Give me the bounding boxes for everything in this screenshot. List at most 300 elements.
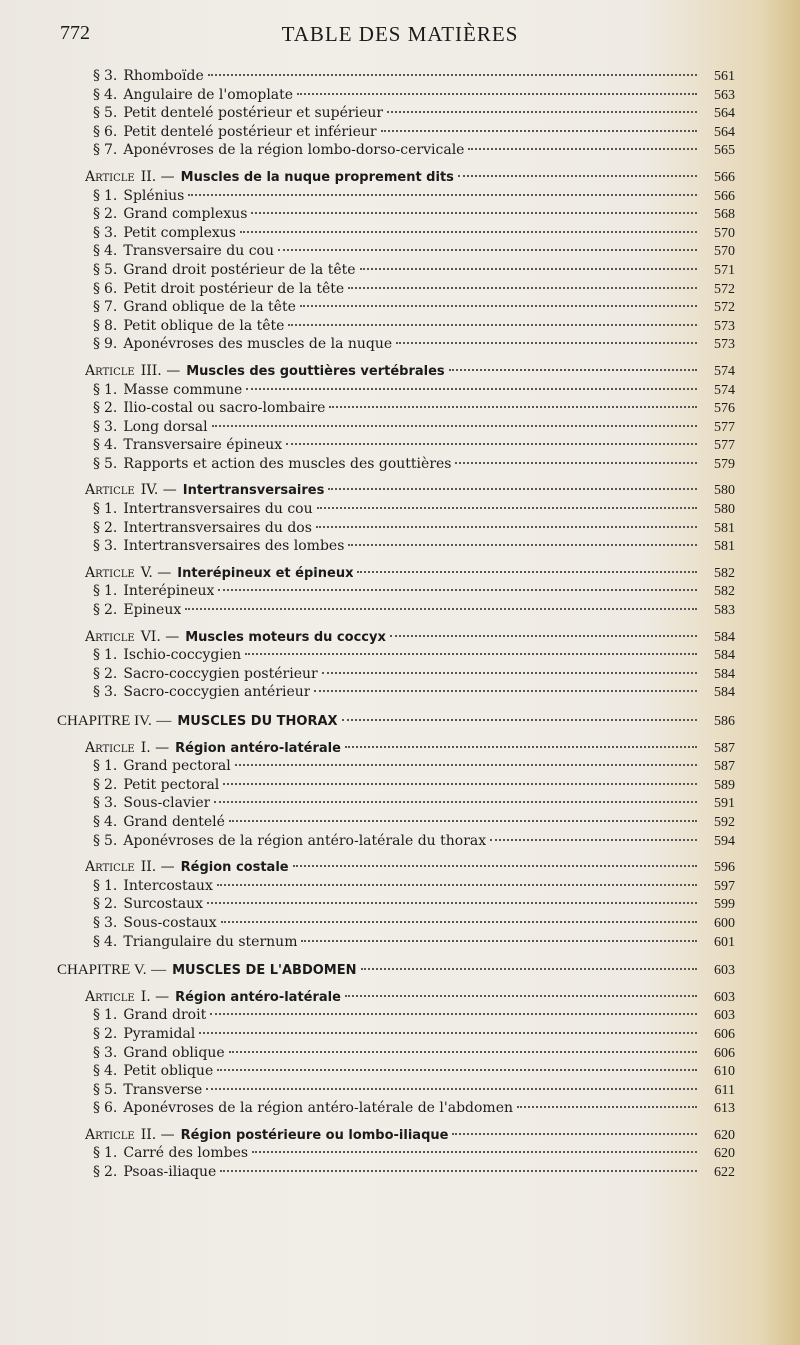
entry-label — [93, 381, 242, 399]
page-ref: 561 — [714, 69, 735, 84]
dot-leader — [245, 653, 697, 655]
article-number: II. — [140, 1126, 157, 1143]
article-number: I. — [140, 988, 151, 1005]
dot-leader — [328, 488, 697, 490]
page-number: 772 — [60, 22, 90, 44]
dot-leader — [286, 443, 697, 445]
section-number: 7. — [104, 142, 118, 159]
article-number: II. — [140, 168, 157, 185]
page-ref: 601 — [714, 934, 735, 950]
section-number: 7. — [104, 299, 118, 316]
section-title: Rhomboïde — [123, 68, 204, 84]
entry-label — [57, 961, 357, 980]
toc-section-entry — [55, 280, 735, 299]
section-symbol: § — [93, 418, 100, 435]
section-number: 5. — [104, 455, 118, 472]
section-title: Ischio-coccygien — [123, 647, 242, 664]
dot-leader — [217, 884, 697, 886]
dot-leader — [449, 369, 697, 371]
section-symbol: § — [93, 142, 100, 159]
toc-section-entry — [55, 317, 735, 336]
entry-label — [93, 665, 318, 683]
dot-leader — [235, 764, 697, 766]
entry-label — [93, 280, 344, 298]
section-number: 9. — [104, 336, 118, 353]
section-symbol: § — [93, 832, 100, 849]
toc-chapter-entry — [55, 961, 735, 980]
entry-label — [85, 1126, 448, 1145]
page-ref: 606 — [714, 1045, 735, 1061]
section-title: Grand dentelé — [123, 813, 225, 830]
section-number: 1. — [104, 758, 118, 775]
entry-label — [93, 877, 213, 895]
chapter-label: CHAPITRE V. — [57, 962, 147, 979]
article-dash: — — [162, 482, 177, 499]
toc-section-entry — [55, 418, 735, 437]
entry-label — [93, 436, 282, 454]
section-number: 5. — [104, 1081, 118, 1098]
section-number: 4. — [104, 813, 118, 830]
dot-leader — [300, 305, 697, 307]
toc-section-entry — [55, 832, 735, 851]
dot-leader — [212, 425, 697, 427]
page-ref: 611 — [714, 1082, 735, 1098]
section-symbol: § — [93, 105, 100, 122]
section-title: Psoas-iliaque — [123, 1164, 217, 1181]
section-number: 4. — [104, 86, 118, 103]
section-number: 2. — [104, 206, 118, 223]
section-title: Surcostaux — [123, 896, 203, 913]
page-ref: 584 — [714, 629, 735, 645]
toc-section-entry — [55, 1144, 735, 1163]
toc-section-entry — [55, 776, 735, 795]
page-ref: 573 — [714, 337, 735, 353]
section-symbol: § — [93, 1081, 100, 1098]
dot-leader — [396, 342, 697, 344]
dot-leader — [345, 995, 697, 997]
chapter-dash: — — [156, 713, 172, 729]
entry-label — [93, 582, 214, 600]
section-title: Sacro-coccygien postérieur — [123, 665, 318, 682]
dot-leader — [360, 268, 697, 270]
section-number: 5. — [104, 105, 118, 122]
page-ref: 581 — [714, 539, 735, 555]
toc-section-entry — [55, 141, 735, 160]
article-title: Région costale — [180, 860, 289, 876]
dot-leader — [293, 865, 697, 867]
dot-leader — [220, 1170, 697, 1172]
page-ref: 600 — [714, 915, 735, 931]
chapter-label: CHAPITRE IV. — [57, 713, 152, 729]
toc-section-entry — [55, 537, 735, 556]
page-ref: 584 — [714, 666, 735, 682]
article-title: Interépineux et épineux — [177, 565, 354, 581]
entry-label — [93, 519, 312, 537]
dot-leader — [390, 635, 697, 637]
section-title: Epineux — [123, 602, 182, 619]
page-ref: 579 — [714, 456, 735, 472]
section-title: Transverse — [123, 1081, 203, 1098]
section-symbol: § — [93, 86, 100, 103]
section-title: Petit oblique de la tête — [123, 317, 285, 334]
article-title: Muscles de la nuque proprement dits — [180, 169, 454, 185]
page-ref: 599 — [714, 897, 735, 913]
article-dash: — — [160, 859, 175, 876]
section-symbol: § — [93, 813, 100, 830]
section-title: Grand pectoral — [123, 758, 231, 775]
dot-leader — [251, 212, 697, 214]
dot-leader — [229, 820, 697, 822]
toc-section-entry — [55, 67, 735, 86]
section-symbol: § — [93, 933, 100, 950]
toc-section-entry — [55, 582, 735, 601]
article-title: Muscles moteurs du coccyx — [185, 629, 386, 645]
entry-label — [93, 601, 181, 619]
dot-leader — [517, 1106, 697, 1108]
entry-label — [85, 628, 386, 647]
toc-section-entry — [55, 646, 735, 665]
section-number: 3. — [104, 538, 118, 555]
dot-leader — [246, 388, 697, 390]
section-symbol: § — [93, 914, 100, 931]
section-number: 3. — [104, 68, 118, 84]
article-label: Article — [85, 988, 135, 1005]
page-ref: 564 — [714, 124, 735, 140]
article-label: Article — [85, 564, 135, 581]
section-number: 3. — [104, 1044, 118, 1061]
section-number: 5. — [104, 261, 118, 278]
section-title: Petit dentelé postérieur et inférieur — [123, 123, 377, 140]
dot-leader — [188, 194, 697, 196]
article-dash: — — [160, 168, 175, 185]
dot-leader — [348, 287, 697, 289]
entry-label — [93, 399, 325, 417]
toc-section-entry — [55, 757, 735, 776]
article-label: Article — [85, 482, 135, 499]
section-symbol: § — [93, 896, 100, 913]
section-symbol: § — [93, 684, 100, 701]
entry-label — [93, 832, 486, 850]
dot-leader — [223, 783, 697, 785]
section-symbol: § — [93, 381, 100, 398]
section-title: Pyramidal — [123, 1025, 196, 1042]
entry-label — [93, 317, 284, 335]
section-title: Petit droit postérieur de la tête — [123, 280, 345, 297]
entry-label — [85, 739, 341, 758]
dot-leader — [288, 324, 697, 326]
page-ref: 566 — [714, 169, 735, 185]
section-title: Grand droit postérieur de la tête — [123, 261, 356, 278]
article-title: Région antéro-latérale — [175, 989, 341, 1005]
page-ref: 606 — [714, 1026, 735, 1042]
entry-label — [93, 537, 344, 555]
page-ref: 570 — [714, 244, 735, 260]
page-ref: 571 — [714, 262, 735, 278]
entry-label — [93, 418, 208, 436]
section-symbol: § — [93, 187, 100, 204]
entry-label — [93, 1025, 195, 1043]
section-number: 3. — [104, 914, 118, 931]
dot-leader — [357, 571, 697, 573]
page-ref: 582 — [714, 584, 735, 600]
section-title: Rapports et action des muscles des gouttières — [123, 455, 452, 472]
section-number: 2. — [104, 776, 118, 793]
section-title: Transversaire du cou — [123, 243, 274, 260]
page-ref: 596 — [714, 860, 735, 876]
section-number: 3. — [104, 795, 118, 812]
entry-label — [93, 933, 297, 951]
page-ref: 576 — [714, 401, 735, 417]
dot-leader — [348, 544, 697, 546]
section-number: 4. — [104, 437, 118, 454]
section-title: Grand oblique — [123, 1044, 225, 1061]
toc-chapter-entry — [55, 712, 735, 731]
section-title: Aponévroses de la région lombo-dorso-cervicale — [123, 142, 465, 159]
dot-leader — [199, 1032, 697, 1034]
section-number: 2. — [104, 1164, 118, 1181]
entry-label — [57, 712, 338, 731]
entry-label — [93, 455, 451, 473]
page-ref: 586 — [714, 714, 735, 729]
entry-label — [85, 988, 341, 1007]
dot-leader — [301, 940, 697, 942]
section-title: Sacro-coccygien antérieur — [123, 684, 311, 701]
dot-leader — [345, 746, 697, 748]
toc-article-entry — [55, 1126, 735, 1145]
article-dash: — — [165, 628, 180, 645]
page-ref: 591 — [714, 796, 735, 812]
page-ref: 565 — [714, 143, 735, 159]
entry-label — [85, 362, 445, 381]
page-ref: 564 — [714, 106, 735, 122]
chapter-title: MUSCLES DU THORAX — [177, 714, 338, 729]
section-title: Transversaire épineux — [123, 437, 283, 454]
page-ref: 589 — [714, 777, 735, 793]
section-number: 1. — [104, 1007, 118, 1024]
dot-leader — [381, 130, 697, 132]
toc-section-entry — [55, 1081, 735, 1100]
entry-label — [93, 683, 310, 701]
section-symbol: § — [93, 299, 100, 316]
page-ref: 603 — [714, 963, 735, 979]
page-ref: 580 — [714, 483, 735, 499]
section-symbol: § — [93, 1044, 100, 1061]
article-dash: — — [155, 739, 170, 756]
toc-section-entry — [55, 224, 735, 243]
article-label: Article — [85, 859, 135, 876]
toc-section-entry — [55, 877, 735, 896]
section-symbol: § — [93, 583, 100, 600]
section-title: Aponévroses de la région antéro-latérale du thorax — [123, 832, 487, 849]
section-number: 6. — [104, 123, 118, 140]
section-symbol: § — [93, 877, 100, 894]
section-title: Splénius — [123, 187, 185, 204]
page-ref: 568 — [714, 207, 735, 223]
entry-label — [85, 481, 324, 500]
toc-article-entry — [55, 858, 735, 877]
dot-leader — [221, 921, 697, 923]
toc-section-entry — [55, 1163, 735, 1182]
section-symbol: § — [93, 758, 100, 775]
section-number: 2. — [104, 1025, 118, 1042]
entry-label — [93, 1044, 225, 1062]
toc-section-entry — [55, 519, 735, 538]
section-number: 4. — [104, 1063, 118, 1080]
article-title: Région postérieure ou lombo-iliaque — [180, 1127, 449, 1143]
table-of-contents — [55, 67, 735, 1182]
section-number: 1. — [104, 877, 118, 894]
dot-leader — [316, 526, 697, 528]
page-ref: 613 — [714, 1101, 735, 1117]
entry-label — [85, 168, 454, 187]
page-ref: 573 — [714, 318, 735, 334]
toc-section-entry — [55, 601, 735, 620]
page-ref: 574 — [714, 382, 735, 398]
section-symbol: § — [93, 261, 100, 278]
section-symbol: § — [93, 795, 100, 812]
section-title: Petit complexus — [123, 224, 236, 241]
section-symbol: § — [93, 280, 100, 297]
toc-section-entry — [55, 298, 735, 317]
article-title: Muscles des gouttières vertébrales — [186, 363, 445, 379]
dot-leader — [317, 507, 697, 509]
toc-article-entry — [55, 988, 735, 1007]
section-number: 2. — [104, 665, 118, 682]
section-title: Carré des lombes — [123, 1145, 249, 1162]
section-title: Intercostaux — [123, 877, 213, 894]
page-ref: 620 — [714, 1146, 735, 1162]
dot-leader — [240, 231, 697, 233]
page-ref: 563 — [714, 87, 735, 103]
section-number: 4. — [104, 243, 118, 260]
section-title: Ilio-costal ou sacro-lombaire — [123, 400, 326, 417]
section-title: Grand complexus — [123, 206, 248, 223]
section-number: 3. — [104, 418, 118, 435]
dot-leader — [278, 249, 697, 251]
article-number: II. — [140, 859, 157, 876]
section-number: 1. — [104, 1145, 118, 1162]
article-dash: — — [160, 1126, 175, 1143]
section-title: Interépineux — [123, 583, 215, 600]
toc-section-entry — [55, 242, 735, 261]
section-title: Grand droit — [123, 1007, 207, 1024]
dot-leader — [361, 968, 698, 970]
toc-section-entry — [55, 895, 735, 914]
toc-section-entry — [55, 104, 735, 123]
toc-section-entry — [55, 187, 735, 206]
article-number: V. — [140, 564, 153, 581]
article-label: Article — [85, 362, 135, 379]
page-ref: 584 — [714, 685, 735, 701]
page-ref: 566 — [714, 188, 735, 204]
section-number: 8. — [104, 317, 118, 334]
section-symbol: § — [93, 455, 100, 472]
entry-label — [93, 914, 217, 932]
section-symbol: § — [93, 1100, 100, 1117]
page-ref: 572 — [714, 300, 735, 316]
section-symbol: § — [93, 776, 100, 793]
section-number: 6. — [104, 1100, 118, 1117]
article-number: IV. — [140, 482, 159, 499]
toc-article-entry — [55, 362, 735, 381]
section-symbol: § — [93, 68, 100, 84]
page-header — [60, 22, 740, 52]
section-title: Long dorsal — [123, 418, 208, 435]
section-symbol: § — [93, 647, 100, 664]
page-ref: 574 — [714, 363, 735, 379]
entry-label — [93, 86, 293, 104]
dot-leader — [207, 902, 697, 904]
section-title: Aponévroses des muscles de la nuque — [123, 336, 393, 353]
toc-section-entry — [55, 455, 735, 474]
article-number: I. — [140, 739, 151, 756]
dot-leader — [218, 589, 697, 591]
section-title: Masse commune — [123, 381, 243, 398]
dot-leader — [214, 801, 697, 803]
page-ref: 597 — [714, 878, 735, 894]
section-symbol: § — [93, 1164, 100, 1181]
entry-label — [93, 1081, 202, 1099]
section-symbol: § — [93, 538, 100, 555]
section-symbol: § — [93, 665, 100, 682]
toc-section-entry — [55, 683, 735, 702]
toc-section-entry — [55, 1062, 735, 1081]
section-number: 2. — [104, 400, 118, 417]
article-label: Article — [85, 739, 135, 756]
section-symbol: § — [93, 400, 100, 417]
section-number: 1. — [104, 501, 118, 518]
article-title: Région antéro-latérale — [175, 740, 341, 756]
dot-leader — [252, 1151, 697, 1153]
section-number: 1. — [104, 187, 118, 204]
dot-leader — [314, 690, 697, 692]
section-symbol: § — [93, 1025, 100, 1042]
section-symbol: § — [93, 317, 100, 334]
page-ref: 587 — [714, 759, 735, 775]
toc-section-entry — [55, 261, 735, 280]
section-symbol: § — [93, 206, 100, 223]
article-number: VI. — [140, 628, 161, 645]
dot-leader — [452, 1133, 697, 1135]
dot-leader — [342, 719, 697, 721]
article-number: III. — [140, 362, 162, 379]
chapter-title: MUSCLES DE L'ABDOMEN — [172, 963, 357, 979]
entry-label — [93, 335, 392, 353]
toc-section-entry — [55, 335, 735, 354]
entry-label — [93, 224, 236, 242]
entry-label — [93, 895, 203, 913]
section-number: 3. — [104, 684, 118, 701]
running-title: TABLE DES MATIÈRES — [281, 22, 519, 46]
page-ref: 584 — [714, 648, 735, 664]
section-number: 5. — [104, 832, 118, 849]
toc-section-entry — [55, 1044, 735, 1063]
entry-label — [93, 794, 210, 812]
section-title: Triangulaire du sternum — [123, 933, 298, 950]
section-number: 1. — [104, 583, 118, 600]
article-label: Article — [85, 168, 135, 185]
section-title: Intertransversaires du cou — [123, 501, 313, 518]
toc-section-entry — [55, 205, 735, 224]
dot-leader — [210, 1013, 697, 1015]
dot-leader — [455, 462, 697, 464]
page-ref: 620 — [714, 1127, 735, 1143]
entry-label — [93, 187, 184, 205]
page-ref: 622 — [714, 1165, 735, 1181]
entry-label — [93, 1062, 213, 1080]
dot-leader — [229, 1051, 697, 1053]
entry-label — [85, 858, 289, 877]
